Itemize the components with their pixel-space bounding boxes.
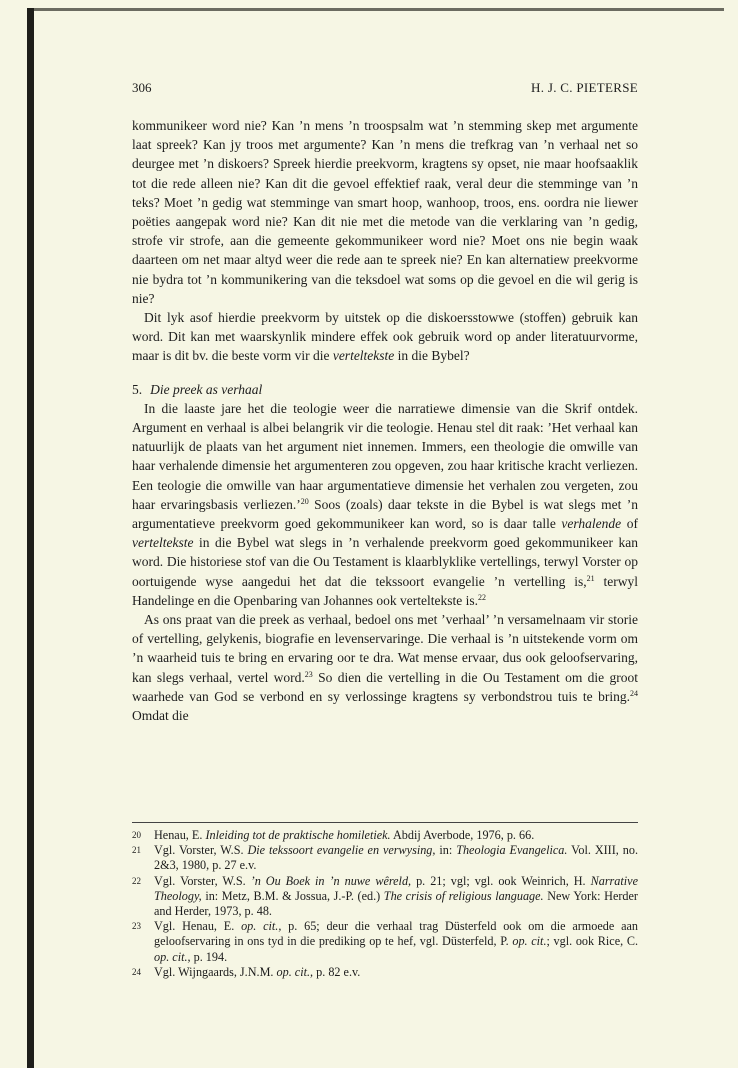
footnote-ref: 22 <box>478 592 487 602</box>
footnote-number: 20 <box>132 830 141 840</box>
binding-edge <box>27 8 34 1068</box>
section-heading <box>132 380 638 399</box>
footnote-divider <box>132 822 638 823</box>
page-header <box>132 80 638 100</box>
paragraph: In die laaste jare het die teologie weer die narratiewe dimensie van die Skrif ontdek. Argument en verhaal is albei belangrik vir die teologie. Henau stel dit raak: ’Het verhaal kan natuurlijk de plaats van het argument niet innemen. Immers, een theologie die omwille van haar verhalende dimensie het argumenteren zou opgeven, zou haar kritische kracht verliezen. Een teologie die omwille van haar argumentatieve dimensie het verhalen zou vergeten, zou haar ervaringsbasis verliezen.’$^{20}$ Soos (zoals) daar tekste in die Bybel is wat slegs met ’n argumentatieve preekvorm goed gekommunikeer kan word, so is daar talle verhalende of verteltekste in die Bybel wat slegs in ’n verhalende preekvorm goed gekommunikeer kan word. Die historiese stof van die Ou Testament is klaarblyklike vertellings, terwyl Vorster op oortuigende wyse aangedui het dat die tekssoort evangelie ’n vertelling is,$^{21}$ terwyl Handelinge en die Openbaring van Johannes ook verteltekste is.$^{22}$ <box>132 400 639 608</box>
section-title: Die preek as verhaal <box>150 381 263 397</box>
footnote-number: 21 <box>132 845 141 856</box>
footnote-number: 24 <box>132 966 141 977</box>
paragraph: kommunikeer word nie? Kan ’n mens ’n troospsalm wat ’n stemming skep met argumente laat spreek? Kan jy troos met argumente? Kan ’n mens die trefkrag van ’n verhaal net so deurgee met ’n diskoers? Spreek hierdie preekvorm, kragtens sy opset, nie maar hoofsaaklik tot die rede alleen nie? Kan dit die gevoel effektief raak, veral deur die stemminge van ’n teks? Moet ’n gedig wat stemminge van smart hoop, wanhoop, troos, ens. oordra nie liewer poëties aangepak word nie? Kan dit nie met die metode van die verklaring van ’n gedig, strofe vir strofe, aan die gemeente gekommunikeer word nie? Moet ons nie begin waak daarteen om net maar altyd weer die rede aan te spreek nie? En kan alternatiew preekvorme nie bydra tot ’n kommunikering van die teksdoel wat soms op die gevoel en die wil gerig is nie? <box>132 118 638 306</box>
footnote-ref: 24 <box>630 688 638 698</box>
footnote-number: 22 <box>132 875 141 886</box>
footnote-number: 23 <box>132 921 141 932</box>
section-number: 5. <box>132 381 143 397</box>
body-text <box>132 116 638 725</box>
footnote-ref: 23 <box>304 669 313 679</box>
footnote: 21 Vgl. Vorster, W.S. Die tekssoort evangelie en verwysing, in: Theologia Evangelica. Vol. XIII, no. 2&3, 1980, p. 27 e.v. <box>132 843 639 873</box>
footnotes <box>132 828 638 980</box>
footnote: 20 Henau, E. Inleiding tot de praktische homiletiek. Abdij Averbode, 1976, p. 66. <box>132 828 535 842</box>
paragraph: As ons praat van die preek as verhaal, bedoel ons met ’verhaal’ ’n versamelnaam vir storie of vertelling, gelykenis, biografie en levenservaringe. Die verhaal is ’n uitstekende vorm om ’n waarheid tuis te bring en ervaring oor te dra. Wat mense ervaar, dus ook geloofservaring, kan slegs verhaal, vertel word.$^{23}$ So dien die vertelling in die Ou Testament om die groot waarhede van God se verbond en sy verlossinge kragtens sy verbondstrou tuis te bring.$^{24}$ Omdat die <box>132 612 638 724</box>
page-number: 306 <box>132 80 152 95</box>
footnote: 22 Vgl. Vorster, W.S. ’n Ou Boek in ’n nuwe wêreld, p. 21; vgl; vgl. ook Weinrich, H. Narrative Theology, in: Metz, B.M. & Jossua, J.-P. (ed.) The crisis of religious language. New York: Herder and Herder, 1973, p. 48. <box>132 873 638 919</box>
footnote: 23 Vgl. Henau, E. op. cit., p. 65; deur die verhaal trag Düsterfeld ook om die armoede aan geloofservaring in ons tyd in die prediking op te hef, vgl. Düsterfeld, P. op. cit.; vgl. ook Rice, C. op. cit., p. 194. <box>132 919 639 964</box>
paragraph: Dit lyk asof hierdie preekvorm by uitstek op die diskoersstowwe (stoffen) gebruik kan word. Dit kan met waarskynlik mindere effek ook gebruik word op ander literatuurvorme, maar is dit bv. die beste vorm vir die verteltekste in die Bybel? <box>132 310 638 364</box>
footnote-ref: 21 <box>586 573 595 583</box>
top-edge <box>34 8 724 11</box>
footnote-ref: 20 <box>300 496 309 506</box>
running-head: H. J. C. PIETERSE <box>531 80 638 95</box>
footnote: 24 Vgl. Wijngaards, J.N.M. op. cit., p. 82 e.v. <box>132 964 361 979</box>
